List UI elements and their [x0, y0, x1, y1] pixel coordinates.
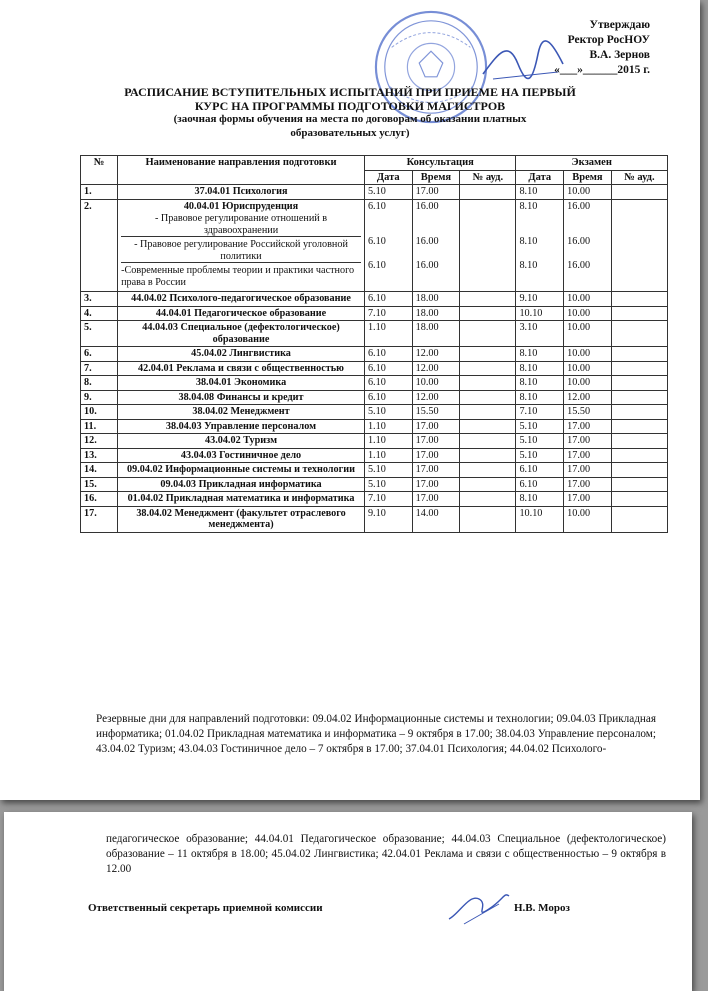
exam-time: 12.00 — [564, 390, 612, 405]
table-row — [81, 506, 668, 532]
consult-date: 6.10 — [364, 361, 412, 376]
header-exam-time: Время — [564, 170, 612, 185]
program-name: 09.04.03 Прикладная информатика — [118, 477, 365, 492]
header-consult-time: Время — [412, 170, 460, 185]
table-row — [81, 448, 668, 463]
consult-room — [460, 390, 516, 405]
exam-date: 7.10 — [516, 405, 564, 420]
consult-date: 1.10 — [364, 321, 412, 347]
consult-time: 18.00 — [412, 292, 460, 307]
consult-time: 17.00 — [412, 185, 460, 200]
program-name: 38.04.03 Управление персоналом — [118, 419, 365, 434]
program-subitem: -Современные проблемы теории и практики частного права в России — [121, 265, 355, 288]
program-name: 44.04.02 Психолого-педагогическое образование — [118, 292, 365, 307]
exam-time — [564, 199, 612, 292]
row-number: 15. — [81, 477, 118, 492]
header-num: № — [81, 156, 118, 185]
consult-date: 6.10 — [364, 390, 412, 405]
program-name: 38.04.01 Экономика — [118, 376, 365, 391]
program-name: 37.04.01 Психология — [118, 185, 365, 200]
exam-time: 10.00 — [564, 506, 612, 532]
consult-date: 6.10 — [364, 292, 412, 307]
reserve-days-text-part1: Резервные дни для направлений подготовки: 09.04.02 Информационные системы и технологии; 09.04.03 Прикладная информатика; 01.04.02 Прикладная математика и информатика – 9 октября в 17.00; 38.04.03 Управление персоналом; 43.04.02 Туризм; 43.04.03 Гостиничное дело – 7 октября в 17.00; 37.04.01 Психология; 44.04.02 Психолого- — [96, 713, 656, 755]
consult-date — [364, 199, 412, 292]
exam-date: 8.10 — [516, 376, 564, 391]
consult-time-sub: 16.00 — [415, 236, 439, 247]
exam-room — [611, 185, 667, 200]
exam-time: 17.00 — [564, 419, 612, 434]
approval-line-4: «___»______2015 г. — [554, 64, 650, 76]
exam-date: 10.10 — [516, 506, 564, 532]
secretary-name: Н.В. Мороз — [514, 902, 570, 914]
consult-room — [460, 292, 516, 307]
exam-time: 10.00 — [564, 376, 612, 391]
program-subitem: - Правовое регулирование отношений в здравоохранении — [121, 213, 361, 237]
exam-time-main: 16.00 — [567, 200, 591, 212]
consult-date: 1.10 — [364, 448, 412, 463]
consult-date: 6.10 — [364, 347, 412, 362]
consult-room — [460, 477, 516, 492]
table-row — [81, 321, 668, 347]
row-number: 16. — [81, 492, 118, 507]
consult-date: 6.10 — [364, 376, 412, 391]
exam-room — [611, 448, 667, 463]
exam-room — [611, 463, 667, 478]
table-row — [81, 185, 668, 200]
header-exam-date: Дата — [516, 170, 564, 185]
program-name: 38.04.02 Менеджмент (факультет отраслевого менеджмента) — [118, 506, 365, 532]
exam-time: 17.00 — [564, 448, 612, 463]
header-name: Наименование направления подготовки — [118, 156, 365, 185]
exam-room — [611, 405, 667, 420]
row-number: 2. — [81, 199, 118, 292]
consult-date: 7.10 — [364, 306, 412, 321]
consult-time: 17.00 — [412, 477, 460, 492]
table-row — [81, 419, 668, 434]
exam-room — [611, 292, 667, 307]
exam-date: 3.10 — [516, 321, 564, 347]
consult-room — [460, 463, 516, 478]
schedule-body — [81, 185, 668, 533]
row-number: 10. — [81, 405, 118, 420]
program-name: 43.04.02 Туризм — [118, 434, 365, 449]
exam-room — [611, 419, 667, 434]
consult-date-sub: 6.10 — [367, 259, 386, 271]
header-exam-room: № ауд. — [611, 170, 667, 185]
exam-room — [611, 306, 667, 321]
table-row — [81, 405, 668, 420]
consult-room — [460, 448, 516, 463]
exam-date: 6.10 — [516, 463, 564, 478]
table-row — [81, 376, 668, 391]
exam-date: 5.10 — [516, 419, 564, 434]
consult-date: 9.10 — [364, 506, 412, 532]
exam-date: 5.10 — [516, 434, 564, 449]
exam-date: 5.10 — [516, 448, 564, 463]
exam-room — [611, 361, 667, 376]
consult-time: 17.00 — [412, 448, 460, 463]
reserve-days-text-part2: педагогическое образование; 44.04.01 Педагогическое образование; 44.04.03 Специальное (дефектологическое) образование – 11 октября в 18.00; 45.04.02 Лингвистика; 42.04.01 Реклама и связи с общественностью – 9 октября в 12.00 — [106, 833, 666, 875]
table-row — [81, 306, 668, 321]
exam-time: 10.00 — [564, 321, 612, 347]
secretary-role: Ответственный секретарь приемной комиссии — [88, 902, 323, 914]
title-line-2: КУРС НА ПРОГРАММЫ ПОДГОТОВКИ МАГИСТРОВ — [194, 98, 506, 113]
consult-time: 14.00 — [412, 506, 460, 532]
consult-room — [460, 185, 516, 200]
exam-time: 10.00 — [564, 292, 612, 307]
header-exam: Экзамен — [516, 156, 668, 171]
consult-time: 17.00 — [412, 463, 460, 478]
consult-time: 18.00 — [412, 306, 460, 321]
program-name: 44.04.01 Педагогическое образование — [118, 306, 365, 321]
header-consult-date: Дата — [364, 170, 412, 185]
consult-room — [460, 405, 516, 420]
exam-date-sub: 8.10 — [519, 259, 538, 271]
consult-room — [460, 361, 516, 376]
program-subitem: - Правовое регулирование Российской уголовной политики — [121, 239, 361, 263]
consult-time: 12.00 — [412, 347, 460, 362]
program-name: 09.04.02 Информационные системы и технологии — [118, 463, 365, 478]
title-line-3: (заочная формы обучения на места по договорам об оказании платных — [173, 113, 527, 125]
document-page-2 — [4, 812, 692, 991]
program-name: 44.04.03 Специальное (дефектологическое) образование — [118, 321, 365, 347]
row-number: 14. — [81, 463, 118, 478]
row-number: 11. — [81, 419, 118, 434]
table-row — [81, 199, 668, 292]
row-number: 1. — [81, 185, 118, 200]
exam-date: 8.10 — [516, 185, 564, 200]
exam-time: 17.00 — [564, 434, 612, 449]
consult-time-sub: 16.00 — [415, 259, 439, 271]
consult-time-main: 16.00 — [415, 200, 439, 212]
consult-time: 17.00 — [412, 419, 460, 434]
row-number: 17. — [81, 506, 118, 532]
exam-date: 8.10 — [516, 492, 564, 507]
table-row — [81, 477, 668, 492]
title-line-4: образовательных услуг) — [290, 126, 410, 139]
approval-line-2: Ректор РосНОУ — [567, 34, 650, 46]
consult-date: 5.10 — [364, 463, 412, 478]
table-row — [81, 434, 668, 449]
exam-time: 17.00 — [564, 463, 612, 478]
consult-time: 17.00 — [412, 492, 460, 507]
exam-date: 10.10 — [516, 306, 564, 321]
program-name: 01.04.02 Прикладная математика и информатика — [118, 492, 365, 507]
row-number: 5. — [81, 321, 118, 347]
exam-room — [611, 347, 667, 362]
consult-time: 18.00 — [412, 321, 460, 347]
consult-date: 5.10 — [364, 185, 412, 200]
program-name: 45.04.02 Лингвистика — [118, 347, 365, 362]
exam-date-sub: 8.10 — [519, 236, 538, 247]
row-number: 4. — [81, 306, 118, 321]
consult-room — [460, 321, 516, 347]
consult-room — [460, 347, 516, 362]
exam-time: 10.00 — [564, 185, 612, 200]
consult-date-main: 6.10 — [367, 200, 386, 212]
row-number: 12. — [81, 434, 118, 449]
approval-block — [554, 18, 650, 78]
exam-time-sub: 16.00 — [567, 236, 591, 247]
consult-room — [460, 434, 516, 449]
exam-room — [611, 390, 667, 405]
table-row — [81, 347, 668, 362]
exam-date: 9.10 — [516, 292, 564, 307]
consult-room — [460, 506, 516, 532]
exam-room — [611, 321, 667, 347]
consult-date: 1.10 — [364, 419, 412, 434]
program-name: 43.04.03 Гостиничное дело — [118, 448, 365, 463]
program-name — [118, 199, 365, 292]
exam-date: 6.10 — [516, 477, 564, 492]
exam-room — [611, 199, 667, 292]
consult-time: 15.50 — [412, 405, 460, 420]
exam-room — [611, 492, 667, 507]
consult-room — [460, 376, 516, 391]
consult-time — [412, 199, 460, 292]
consult-room — [460, 419, 516, 434]
exam-date-main: 8.10 — [519, 200, 538, 212]
table-row — [81, 361, 668, 376]
row-number: 8. — [81, 376, 118, 391]
consult-date-sub: 6.10 — [367, 236, 386, 247]
exam-time: 17.00 — [564, 477, 612, 492]
consult-date: 1.10 — [364, 434, 412, 449]
exam-room — [611, 506, 667, 532]
secretary-signature — [444, 884, 514, 929]
consult-time: 10.00 — [412, 376, 460, 391]
title-line-1: РАСПИСАНИЕ ВСТУПИТЕЛЬНЫХ ИСПЫТАНИЙ ПРИ ПРИЕМЕ НА ПЕРВЫЙ — [124, 85, 576, 99]
consult-date: 5.10 — [364, 405, 412, 420]
row-number: 9. — [81, 390, 118, 405]
exam-time: 10.00 — [564, 347, 612, 362]
consult-time: 17.00 — [412, 434, 460, 449]
row-number: 3. — [81, 292, 118, 307]
approval-line-3: В.А. Зернов — [589, 49, 650, 61]
program-name: 42.04.01 Реклама и связи с общественностью — [118, 361, 365, 376]
program-name-main: 40.04.01 Юриспруденция — [183, 200, 299, 212]
program-name: 38.04.02 Менеджмент — [118, 405, 365, 420]
table-header-row — [81, 156, 668, 171]
schedule-table — [80, 155, 668, 533]
exam-room — [611, 376, 667, 391]
program-name: 38.04.08 Финансы и кредит — [118, 390, 365, 405]
exam-time: 17.00 — [564, 492, 612, 507]
exam-date: 8.10 — [516, 390, 564, 405]
table-row — [81, 492, 668, 507]
row-number: 7. — [81, 361, 118, 376]
consult-room — [460, 199, 516, 292]
exam-time-sub: 16.00 — [567, 259, 591, 271]
row-number: 13. — [81, 448, 118, 463]
consult-room — [460, 306, 516, 321]
consult-time: 12.00 — [412, 390, 460, 405]
exam-date — [516, 199, 564, 292]
table-row — [81, 292, 668, 307]
consult-date: 5.10 — [364, 477, 412, 492]
exam-time: 10.00 — [564, 306, 612, 321]
table-row — [81, 463, 668, 478]
document-title — [0, 86, 700, 140]
approval-line-1: Утверждаю — [589, 19, 650, 31]
header-consultation: Консультация — [364, 156, 516, 171]
exam-room — [611, 434, 667, 449]
consult-room — [460, 492, 516, 507]
exam-date: 8.10 — [516, 361, 564, 376]
row-number: 6. — [81, 347, 118, 362]
consult-time: 12.00 — [412, 361, 460, 376]
exam-date: 8.10 — [516, 347, 564, 362]
exam-room — [611, 477, 667, 492]
header-consult-room: № ауд. — [460, 170, 516, 185]
exam-time: 15.50 — [564, 405, 612, 420]
table-row — [81, 390, 668, 405]
consult-date: 7.10 — [364, 492, 412, 507]
exam-time: 10.00 — [564, 361, 612, 376]
